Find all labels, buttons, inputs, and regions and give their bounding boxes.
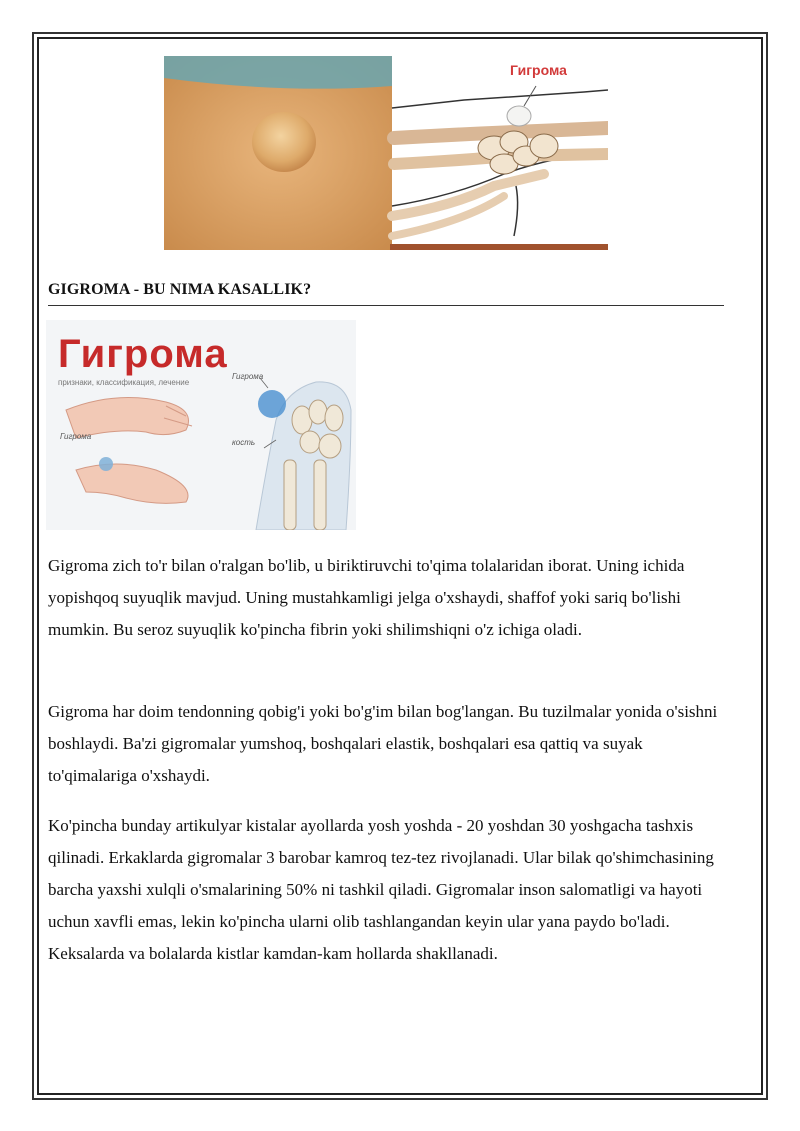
- illustration-label-left: Гигрома: [60, 432, 92, 441]
- illustration-subtitle: признаки, классификация, лечение: [58, 378, 190, 387]
- hygroma-illustration: [46, 320, 356, 530]
- hero-label: Гигрома: [510, 62, 567, 78]
- illustration-title: Гигрома: [58, 332, 228, 376]
- paragraph-1: Gigroma zich to'r bilan o'ralgan bo'lib, u biriktiruvchi to'qima tolalaridan iborat. Uning ichida yopishqoq suyuqlik mavjud. Uning mustahkamligi jelga o'xshaydi, shaffof yoki sariq bo'lishi mumkin. Bu seroz suyuqlik ko'pincha fibrin yoki shilimshiqni o'z ichiga oladi.: [48, 556, 685, 639]
- hero-image: [164, 56, 608, 250]
- paragraph-2: Gigroma har doim tendonning qobig'i yoki bo'g'im bilan bog'langan. Bu tuzilmalar yonida o'sishni boshlaydi. Ba'zi gigromalar yumshoq, boshqalari elastik, boshqalari esa qattiq va suyak to'qimalariga o'xshaydi.: [48, 702, 718, 785]
- illustration-label-right: Гигрома: [232, 372, 264, 381]
- paragraph-3: Ko'pincha bunday artikulyar kistalar ayollarda yosh yoshda - 20 yoshdan 30 yoshgacha tashxis qilinadi. Erkaklarda gigromalar 3 barobar kamroq tez-tez rivojlanadi. Ular bilak qo'shimchasining barcha yaxshi xulqli o'smalarining 50% ni tashkil qiladi. Gigromalar inson salomatligi va hayoti uchun xavfli emas, lekin ko'pincha ularni olib tashlangandan keyin ular yana paydo bo'ladi. Keksalarda va bolalarda kistlar kamdan-kam hollarda shakllanadi.: [48, 816, 714, 963]
- hygroma-wrist-photo: [164, 56, 608, 250]
- page-title: GIGROMA - BU NIMA KASALLIK?: [48, 281, 724, 306]
- illustration-label-bone: кость: [232, 438, 256, 447]
